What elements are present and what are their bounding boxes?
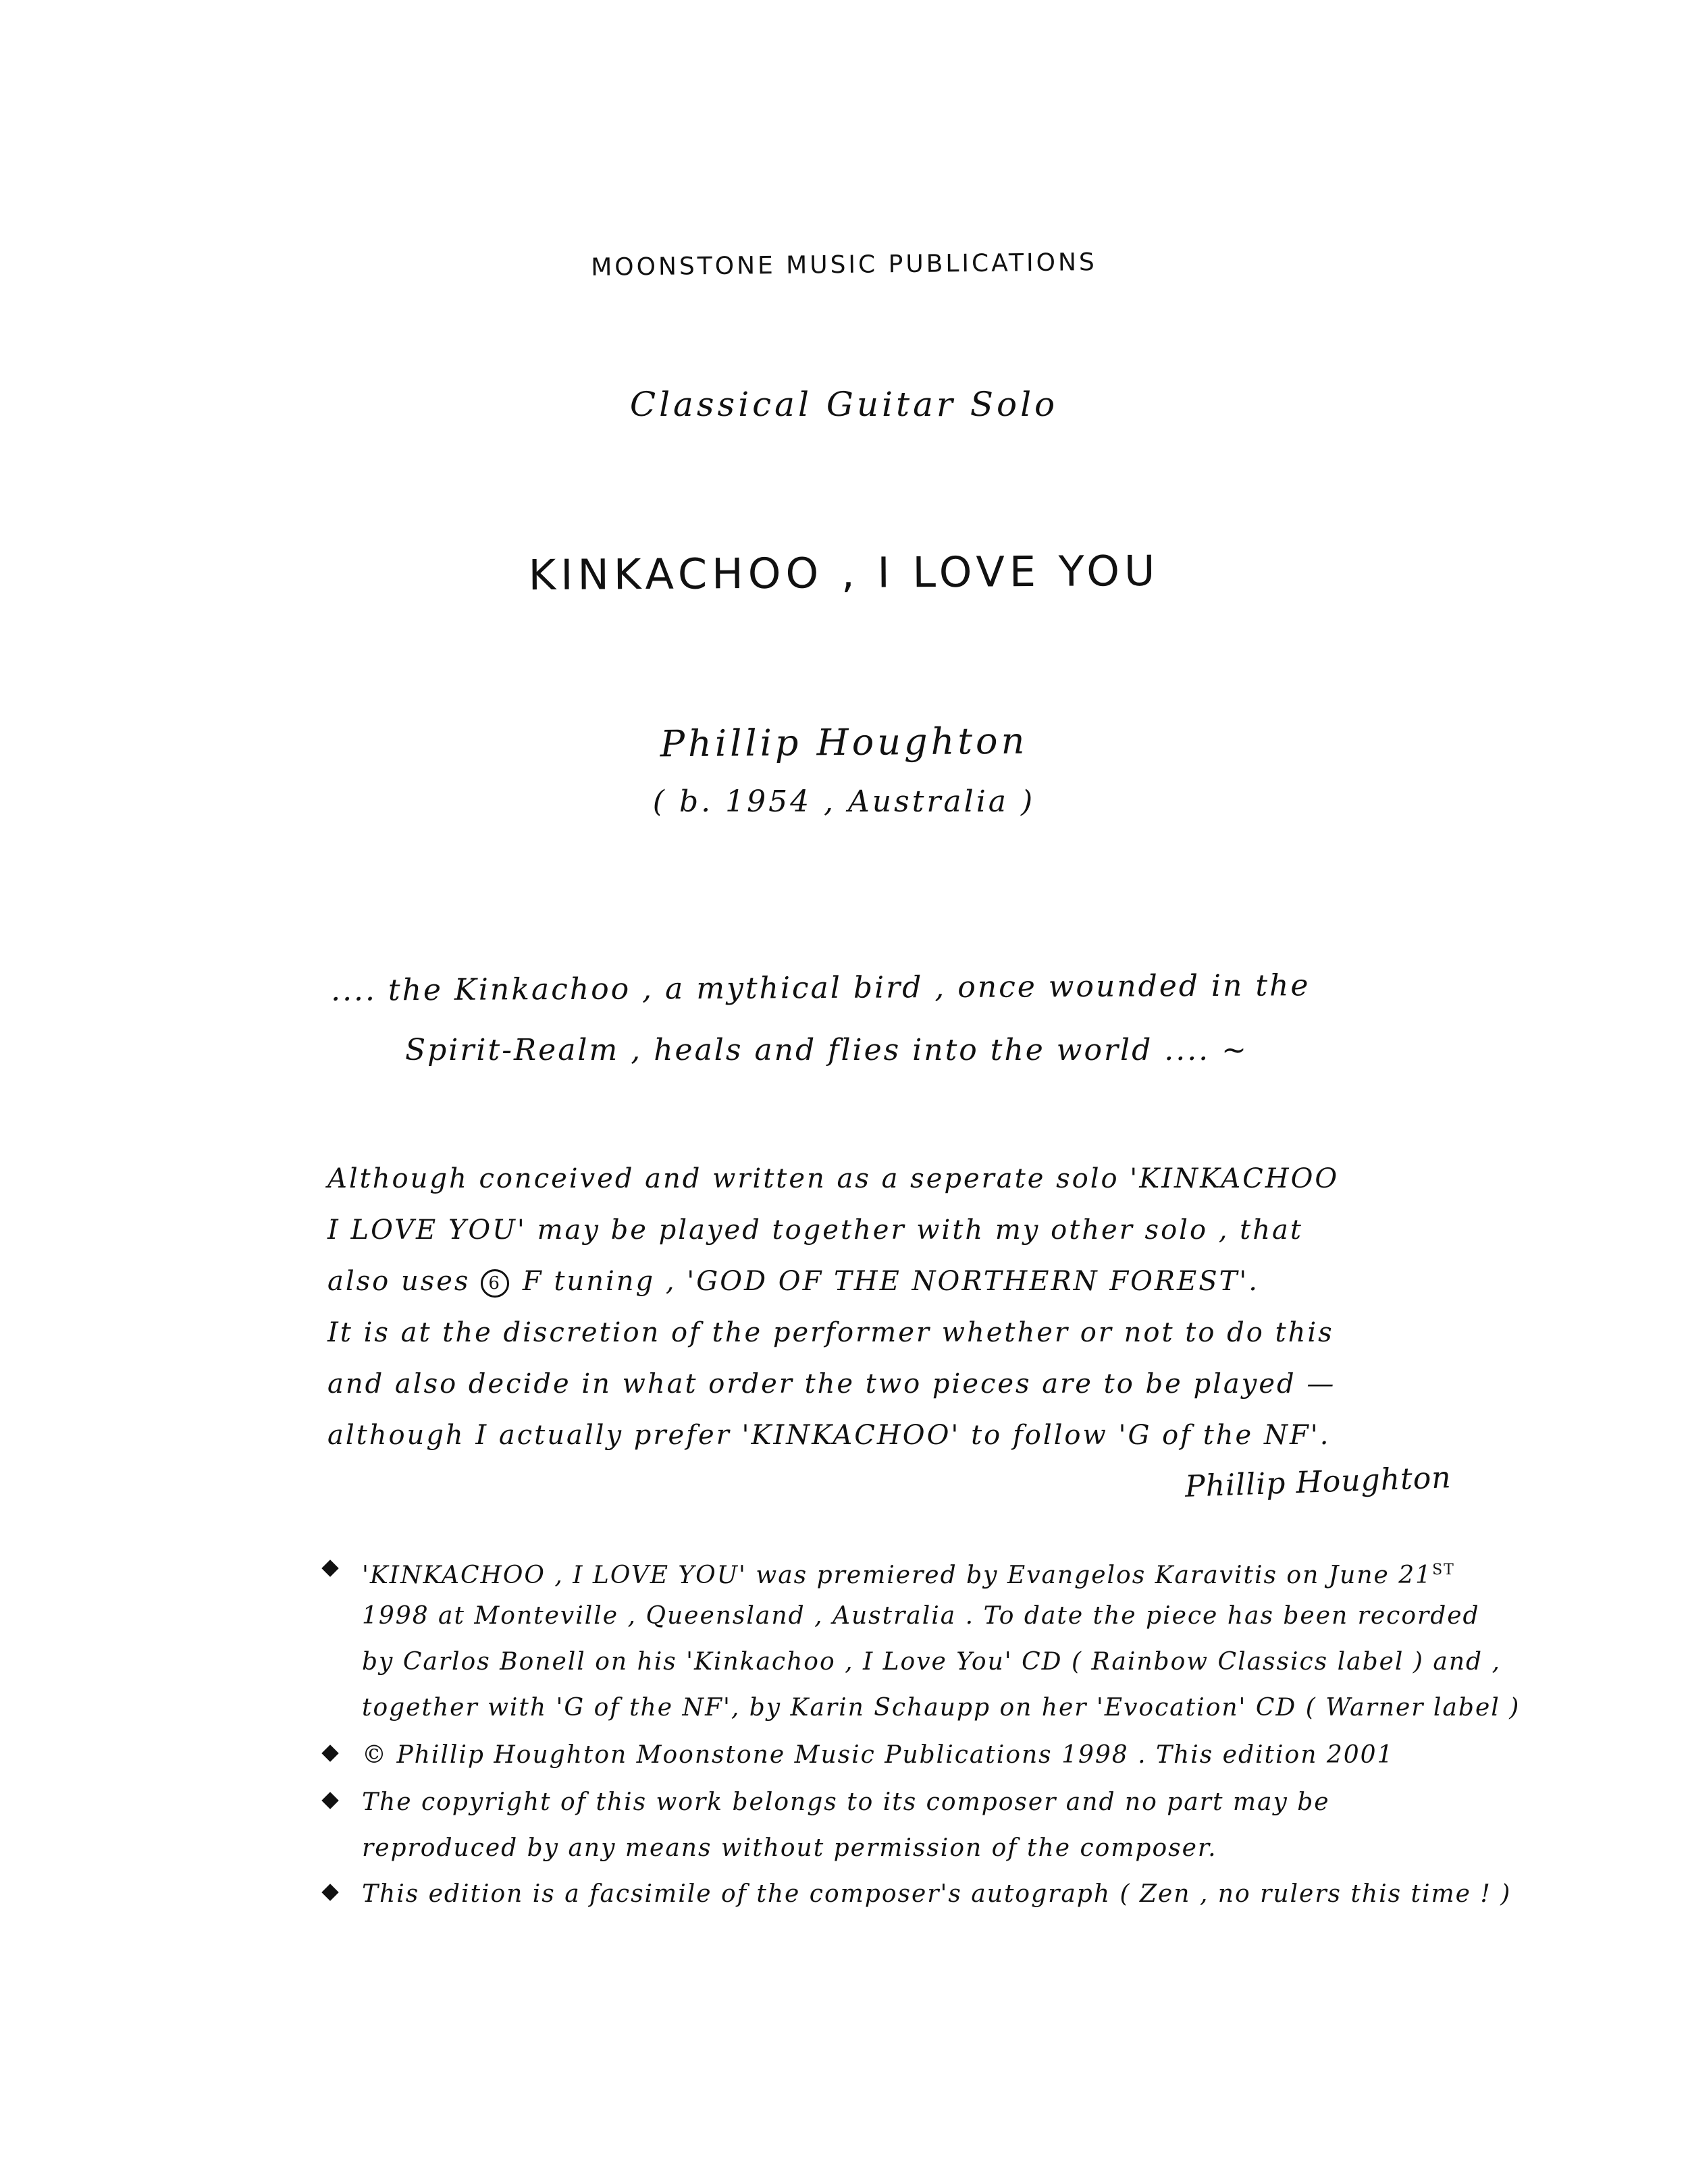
list-item — [317, 1732, 1425, 1778]
paragraph-line: Although conceived and written as a seperate solo 'KINKACHOO — [327, 1163, 1340, 1194]
epigraph-line-2: Spirit-Realm , heals and flies into the world .... ~ — [405, 1033, 1249, 1067]
note-line: by Carlos Bonell on his 'Kinkachoo , I Love You' CD ( Rainbow Classics label ) and , — [362, 1648, 1501, 1676]
note-line: This edition is a facsimile of the composer's autograph ( Zen , no rulers this time ! ) — [362, 1880, 1512, 1908]
paragraph-line — [327, 1256, 1381, 1307]
category-label: Classical Guitar Solo — [629, 385, 1059, 424]
list-item — [317, 1780, 1425, 1871]
paragraph-text: F tuning , 'GOD OF THE NORTHERN FOREST'. — [522, 1266, 1259, 1297]
note-line: The copyright of this work belongs to its composer and no part may be — [362, 1788, 1330, 1816]
superscript: ST — [1432, 1562, 1455, 1578]
diamond-bullet-icon — [321, 1744, 338, 1761]
note-line: reproduced by any means without permission of the composer. — [362, 1834, 1217, 1862]
diamond-bullet-icon — [321, 1560, 338, 1576]
diamond-bullet-icon — [321, 1884, 338, 1900]
epigraph-line-1: .... the Kinkachoo , a mythical bird , once wounded in the — [330, 968, 1311, 1008]
composer-signature: Phillip Houghton — [1184, 1460, 1452, 1504]
publisher-name: MOONSTONE MUSIC PUBLICATIONS — [591, 248, 1097, 282]
composer-name: Phillip Houghton — [660, 719, 1028, 766]
notes-list — [317, 1547, 1521, 1924]
paragraph-line: I LOVE YOU' may be played together with my other solo , that — [327, 1215, 1303, 1246]
note-line: together with 'G of the NF', by Karin Schaupp on her 'Evocation' CD ( Warner label ) — [362, 1694, 1521, 1722]
note-line — [362, 1547, 1455, 1593]
diamond-bullet-icon — [321, 1792, 338, 1809]
note-text: 'KINKACHOO , I LOVE YOU' was premiered by Evangelos Karavitis on June 21 — [362, 1562, 1433, 1589]
paragraph-line: It is at the discretion of the performer whether or not to do this — [327, 1317, 1334, 1348]
paragraph-text: also uses — [327, 1266, 471, 1297]
paragraph-line: although I actually prefer 'KINKACHOO' to follow 'G of the NF'. — [327, 1420, 1331, 1451]
composer-note-paragraph — [327, 1153, 1381, 1461]
note-line: 1998 at Monteville , Queensland , Australia . To date the piece has been recorded — [362, 1602, 1480, 1630]
list-item — [317, 1871, 1512, 1917]
list-item — [317, 1547, 1521, 1731]
note-line: © Phillip Houghton Moonstone Music Publications 1998 . This edition 2001 — [362, 1741, 1394, 1769]
paragraph-line: and also decide in what order the two pieces are to be played — — [327, 1368, 1336, 1400]
piece-title: KINKACHOO , I LOVE YOU — [528, 545, 1160, 600]
string-number-circle: 6 — [481, 1269, 509, 1298]
composer-lifespan: ( b. 1954 , Australia ) — [652, 784, 1036, 819]
